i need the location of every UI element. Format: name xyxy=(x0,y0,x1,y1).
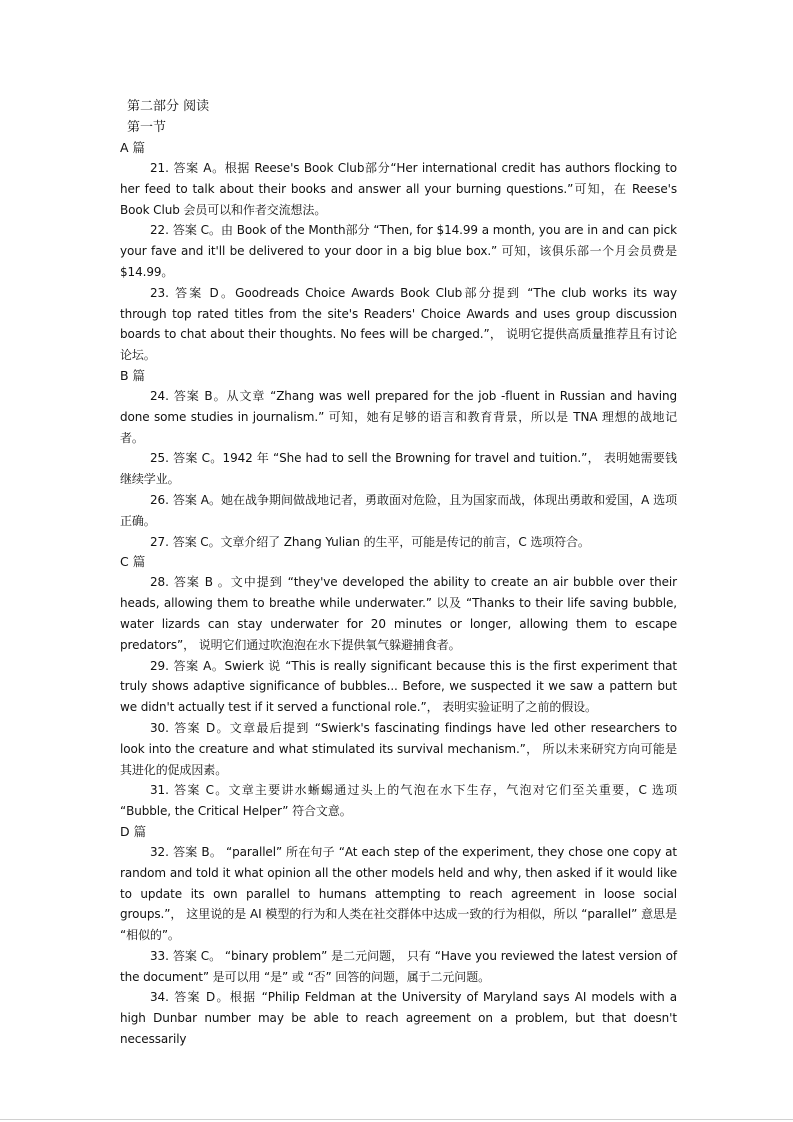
answer-item xyxy=(120,386,677,448)
passage-label-c: C 篇 xyxy=(120,554,146,570)
question-number: 24. xyxy=(150,388,169,403)
answer-item xyxy=(120,490,677,532)
question-number: 23. xyxy=(150,285,169,300)
question-number: 29. xyxy=(150,658,169,673)
answer-text: 答案 C。由 Book of the Month部分 “Then, for $14.99 a month, you are in and can pick your fave and it'll be delivered to your door in a big blue box.” 可知，该俱乐部一个月会员费是 $14.99。 xyxy=(120,223,677,279)
answer-item xyxy=(120,718,677,780)
question-number: 31. xyxy=(150,783,169,798)
answer-text: 答案 A。Swierk 说 “This is really significant because this is the first experiment that truly shows adaptive significance of bubbles... Before, we suspected it we saw a pattern but we didn't actually test if it served a functional role.”， 表明实验证明了之前的假设。 xyxy=(120,658,677,715)
question-number: 28. xyxy=(150,575,169,590)
answer-text: 答案 C。文章介绍了 Zhang Yulian 的生平，可能是传记的前言，C 选项符合。 xyxy=(172,534,590,549)
answer-text: 答案 C。文章主要讲水蜥蜴通过头上的气泡在水下生存，气泡对它们至关重要，C 选项 “Bubble, the Critical Helper” 符合文意。 xyxy=(120,783,677,819)
question-number: 21. xyxy=(150,161,169,175)
answer-item xyxy=(120,780,677,822)
answer-item xyxy=(120,220,677,282)
answer-text: 答案 A。她在战争期间做战地记者，勇敢面对危险，且为国家而战，体现出勇敢和爱国，A 选项正确。 xyxy=(120,492,677,528)
answer-item xyxy=(120,448,677,490)
answer-text: 答案 B。 “parallel” 所在句子 “At each step of the experiment, they chose one copy at random and told it what opinion all the other models held and why, then asked if it would like to update its own parallel to humans attempting to reach agreement in loose social groups.”， 这里说的是 AI 模型的行为和人类在社交群体中达成一致的行为相似，所以 “parallel” 意思是 “相似的”。 xyxy=(120,844,677,943)
answer-page xyxy=(120,96,677,1050)
answer-text: 答案 C。 “binary problem” 是二元问题， 只有 “Have you reviewed the latest version of the document” 是可以用 “是” 或 “否” 回答的问题，属于二元问题。 xyxy=(120,948,677,984)
question-number: 33. xyxy=(150,948,169,963)
answer-text: 答案 D。Goodreads Choice Awards Book Club部分提到 “The club works its way through top rated titles from the site's Readers' Choice Awards and uses group discussion boards to chat about their thoughts. No fees will be charged.”， 说明它提供高质量推荐且有讨论论坛。 xyxy=(120,285,677,363)
question-number: 26. xyxy=(150,492,169,507)
answer-text: 答案 A。根据 Reese's Book Club部分“Her international credit has authors flocking to her feed to talk about their books and answer all your burning questions.”可知，在 Reese's Book Club 会员可以和作者交流想法。 xyxy=(120,161,677,217)
answer-item xyxy=(120,946,677,988)
answer-item xyxy=(120,842,677,946)
section-title: 第一节 xyxy=(127,120,167,135)
answer-text: 答案 D。根据 “Philip Feldman at the University of Maryland says AI models with a high Dunbar number may be able to reach agreement on a problem, but that doesn't necessarily xyxy=(120,990,677,1047)
question-number: 22. xyxy=(150,223,169,238)
question-number: 30. xyxy=(150,720,169,735)
answer-text: 答案 B 。文中提到 “they've developed the ability to create an air bubble over their heads, allowing them to breathe while underwater.” 以及 “Thanks to their life saving bubble, water lizards can stay underwater for 20 minutes or longer, allowing them to escape predators”， 说明它们通过吹泡泡在水下提供氧气躲避捕食者。 xyxy=(120,575,677,652)
answer-item xyxy=(120,987,677,1049)
answer-item xyxy=(120,532,677,553)
page-bottom-border xyxy=(0,1119,793,1120)
answer-text: 答案 B。从文章 “Zhang was well prepared for the job -fluent in Russian and having done some studies in journalism.” 可知，她有足够的语言和教育背景，所以是 TNA 理想的战地记者。 xyxy=(120,388,677,445)
answer-item xyxy=(120,656,677,718)
question-number: 25. xyxy=(150,451,169,466)
passage-label-a: A 篇 xyxy=(120,140,146,155)
question-number: 32. xyxy=(150,844,169,859)
part-title: 第二部分 阅读 xyxy=(127,99,210,114)
answer-item xyxy=(120,283,677,366)
passage-label-b: B 篇 xyxy=(120,367,146,383)
answer-text: 答案 C。1942 年 “She had to sell the Browning for travel and tuition.”， 表明她需要钱继续学业。 xyxy=(120,451,677,487)
question-number: 27. xyxy=(150,534,169,549)
passage-label-d: D 篇 xyxy=(120,823,147,839)
question-number: 34. xyxy=(150,990,169,1005)
answer-item xyxy=(120,158,677,220)
answer-item xyxy=(120,572,677,655)
answer-text: 答案 D。文章最后提到 “Swierk's fascinating findings have led other researchers to look into the creature and what stimulated its survival mechanism.”， 所以未来研究方向可能是其进化的促成因素。 xyxy=(120,720,677,777)
